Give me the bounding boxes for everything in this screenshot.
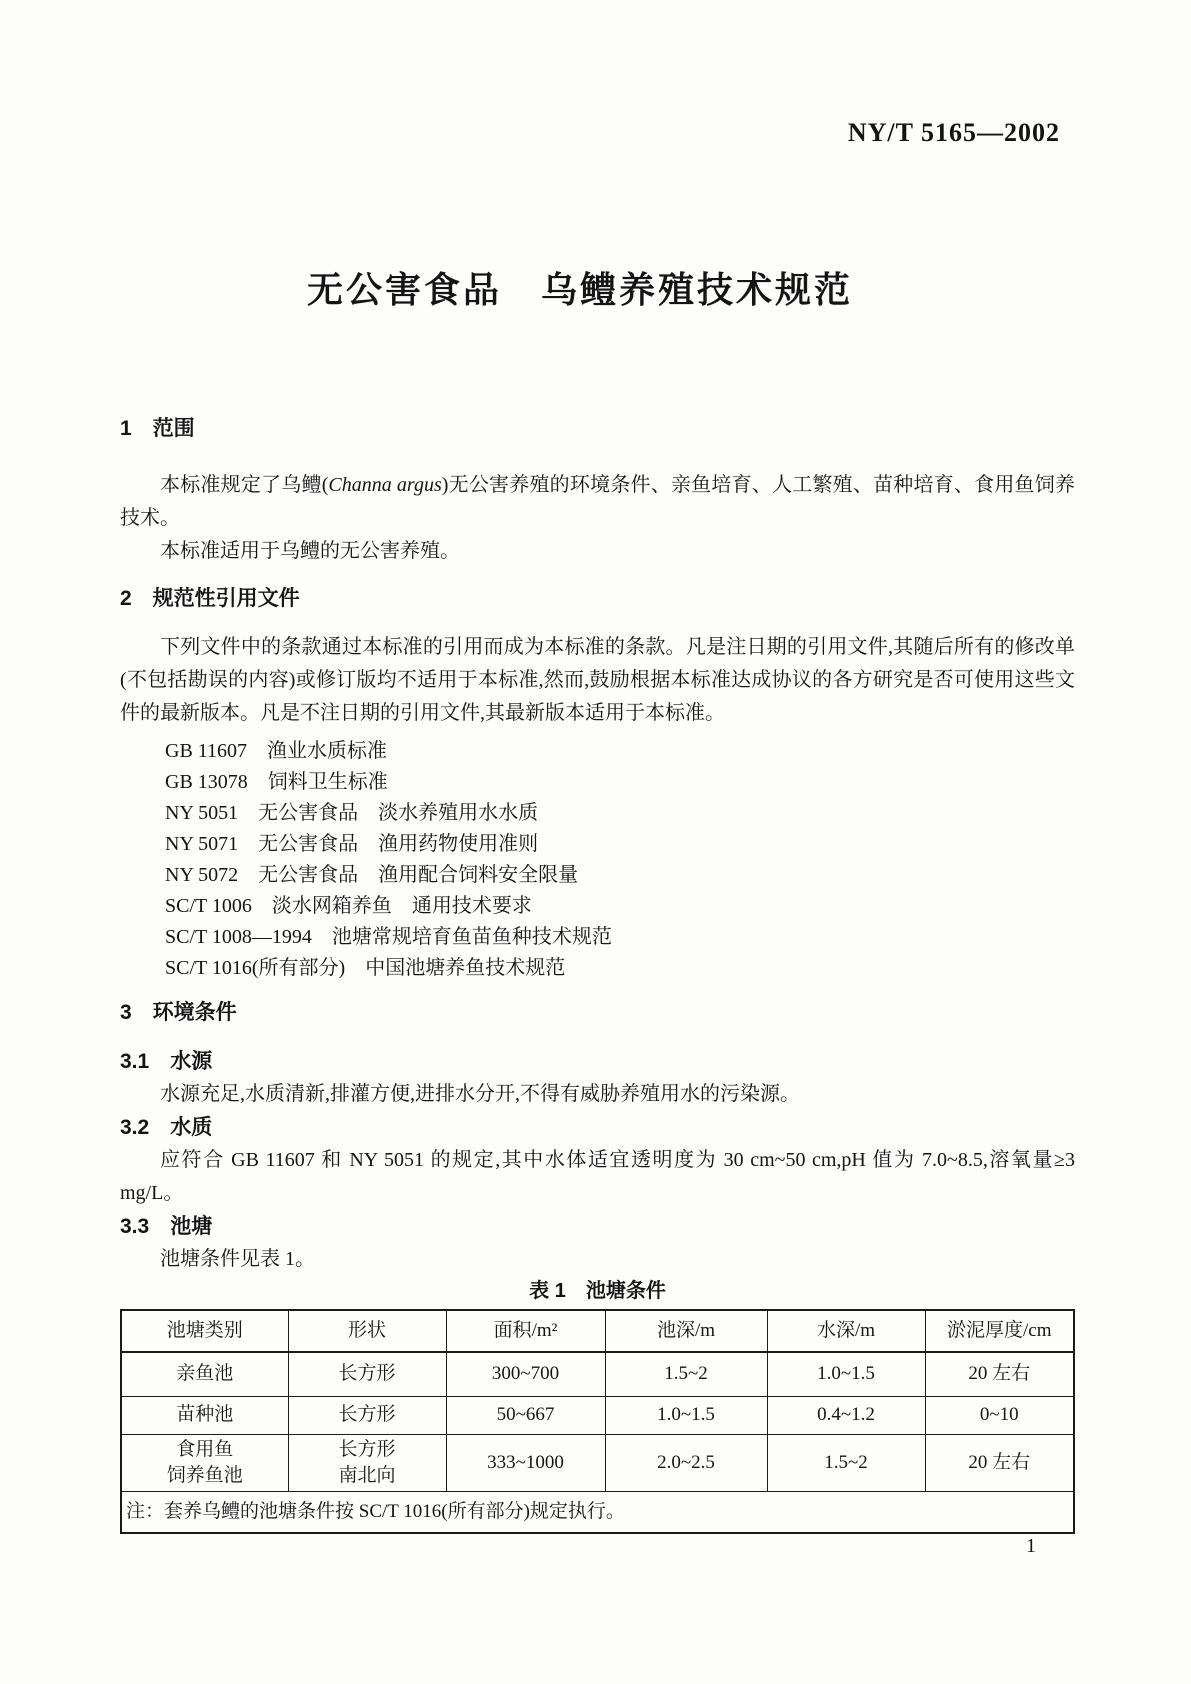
section-3-heading: 3 环境条件 xyxy=(120,1001,237,1024)
table-cell: 0~10 xyxy=(925,1396,1074,1434)
table-note: 注：套养乌鳢的池塘条件按 SC/T 1016(所有部分)规定执行。 xyxy=(121,1491,1074,1533)
reference-list xyxy=(120,736,1075,984)
reference-item: SC/T 1016(所有部分) 中国池塘养鱼技术规范 xyxy=(165,957,566,979)
table-header-cell: 形状 xyxy=(288,1310,446,1352)
paragraph-text: )无公害养殖的环境条件、亲鱼培育、人工繁殖、苗种培育、食用鱼饲养技术。 xyxy=(120,474,1075,529)
table-cell: 1.5~2 xyxy=(605,1352,767,1396)
section-3-1-text: 水源充足,水质清新,排灌方便,进排水分开,不得有威胁养殖用水的污染源。 xyxy=(160,1083,800,1105)
table-header-row xyxy=(121,1310,1074,1352)
species-latin-name: Channa argus xyxy=(328,474,442,496)
table-cell-line: 食用鱼 xyxy=(176,1438,234,1460)
section-3-2-text: 应符合 GB 11607 和 NY 5051 的规定,其中水体适宜透明度为 30 cm~50 cm,pH 值为 7.0~8.5,溶氧量≥3 mg/L。 xyxy=(120,1149,1075,1204)
section-1-heading: 1 范围 xyxy=(120,417,195,440)
table-cell: 1.5~2 xyxy=(767,1434,925,1491)
reference-item: NY 5072 无公害食品 渔用配合饲料安全限量 xyxy=(165,864,579,886)
document-title: 无公害食品 乌鳢养殖技术规范 xyxy=(306,269,853,310)
table-row xyxy=(121,1352,1074,1396)
table-header-cell: 水深/m xyxy=(767,1310,925,1352)
table-cell-line: 长方形 xyxy=(338,1438,396,1460)
table-header-cell: 池塘类别 xyxy=(121,1310,288,1352)
table-cell: 333~1000 xyxy=(446,1434,605,1491)
table-note-row xyxy=(121,1491,1074,1533)
table-cell: 20 左右 xyxy=(925,1434,1074,1491)
table-header-cell: 淤泥厚度/cm xyxy=(925,1310,1074,1352)
section-3-3-heading: 3.3 池塘 xyxy=(120,1215,213,1238)
section-3-1-heading: 3.1 水源 xyxy=(120,1050,213,1073)
table-row xyxy=(121,1434,1074,1491)
reference-item: GB 11607 渔业水质标准 xyxy=(165,740,388,762)
table-cell: 长方形 xyxy=(288,1396,446,1434)
document-body xyxy=(120,412,1075,1534)
table-cell: 0.4~1.2 xyxy=(767,1396,925,1434)
section-2-intro: 下列文件中的条款通过本标准的引用而成为本标准的条款。凡是注日期的引用文件,其随后所有的修改单(不包括勘误的内容)或修订版均不适用于本标准,然而,鼓励根据本标准达成协议的各方研究是否可使用这些文件的最新版本。凡是不注日期的引用文件,其最新版本适用于本标准。 xyxy=(120,636,1075,724)
table-cell: 1.0~1.5 xyxy=(767,1352,925,1396)
reference-item: NY 5071 无公害食品 渔用药物使用准则 xyxy=(165,833,539,855)
table-cell-line: 饲养鱼池 xyxy=(166,1464,243,1486)
table-1-pond-conditions xyxy=(120,1309,1075,1534)
table-header-cell: 池深/m xyxy=(605,1310,767,1352)
table-header-cell: 面积/m² xyxy=(446,1310,605,1352)
table-cell: 1.0~1.5 xyxy=(605,1396,767,1434)
section-3-2-heading: 3.2 水质 xyxy=(120,1116,213,1139)
table-cell: 苗种池 xyxy=(121,1396,288,1434)
reference-item: SC/T 1006 淡水网箱养鱼 通用技术要求 xyxy=(165,895,532,917)
reference-item: GB 13078 饲料卫生标准 xyxy=(165,771,388,793)
reference-item: SC/T 1008—1994 池塘常规培育鱼苗鱼种技术规范 xyxy=(165,926,612,948)
page-number: 1 xyxy=(1026,1535,1036,1557)
standard-number: NY/T 5165—2002 xyxy=(847,118,1060,147)
table-cell: 长方形 xyxy=(288,1352,446,1396)
section-2-heading: 2 规范性引用文件 xyxy=(120,587,300,610)
section-1-paragraph-2: 本标准适用于乌鳢的无公害养殖。 xyxy=(160,540,460,562)
reference-item: NY 5051 无公害食品 淡水养殖用水水质 xyxy=(165,802,539,824)
table-cell: 2.0~2.5 xyxy=(605,1434,767,1491)
paragraph-text: 本标准规定了乌鳢( xyxy=(160,474,329,496)
section-1-paragraph-1 xyxy=(120,469,1075,535)
section-3-3-text: 池塘条件见表 1。 xyxy=(160,1248,315,1270)
table-cell xyxy=(121,1434,288,1491)
table-cell: 50~667 xyxy=(446,1396,605,1434)
table-row xyxy=(121,1396,1074,1434)
table-cell: 300~700 xyxy=(446,1352,605,1396)
table-cell xyxy=(288,1434,446,1491)
table-cell: 20 左右 xyxy=(925,1352,1074,1396)
table-1-caption: 表 1 池塘条件 xyxy=(529,1280,666,1302)
table-cell-line: 南北向 xyxy=(338,1464,396,1486)
table-cell: 亲鱼池 xyxy=(121,1352,288,1396)
